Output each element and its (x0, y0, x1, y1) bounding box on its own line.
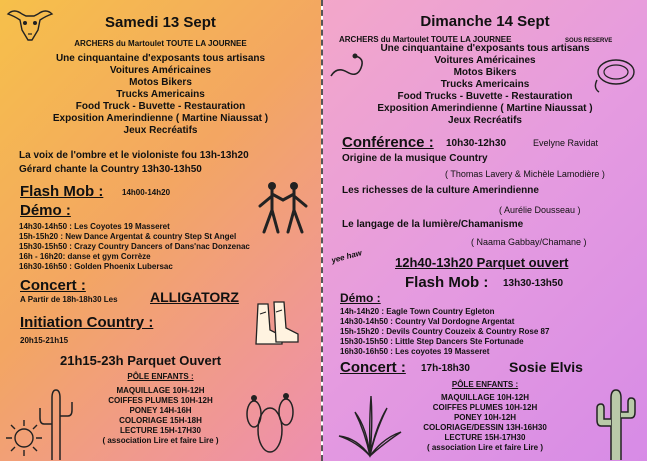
sunday-conference-label: Conférence : (342, 134, 434, 151)
sunday-demo-2: 14h30-14h50 : Country Val Dordogne Argentat (340, 317, 515, 326)
saturday-demo-2: 15h-15h20 : New Dance Argentat & country Step St Angel (19, 232, 237, 241)
sunday-voitures: Voitures Américaines (434, 55, 536, 66)
dancing-couple-icon (252, 178, 314, 236)
sunday-date: Dimanche 14 Sept (420, 13, 550, 30)
saturday-demo-1: 14h30-14h50 : Les Coyotes 19 Masseret (19, 222, 170, 231)
saguaro-cactus-icon (591, 384, 641, 460)
saturday-demo-4: 16h - 16h20: danse et gym Corrèze (19, 252, 151, 261)
sunday-column (323, 0, 647, 461)
saturday-pole-3: PONEY 14H-16H (129, 406, 192, 415)
sunday-exposants: Une cinquantaine d'exposants tous artisans (380, 43, 590, 54)
saturday-flashmob-label: Flash Mob : (20, 183, 104, 200)
saturday-pole-1: MAQUILLAGE 10H-12H (116, 386, 205, 395)
saturday-date: Samedi 13 Sept (105, 14, 216, 31)
saturday-flashmob-time: 14h00-14h20 (122, 188, 171, 197)
sunday-concert-time: 17h-18h30 (421, 363, 470, 374)
sunday-food: Food Trucks - Buvette - Restauration (397, 91, 573, 102)
sunday-pole-title: PÔLE ENFANTS : (451, 380, 519, 389)
boots-icon (248, 300, 304, 350)
sunday-conf1-title: Origine de la musique Country (342, 153, 488, 164)
sunday-pole-6: ( association Lire et faire Lire ) (426, 443, 544, 452)
sunday-conf2-title: Les richesses de la culture Amerindienne (342, 185, 539, 196)
sunday-concert-band: Sosie Elvis (509, 359, 583, 375)
sunday-motos: Motos Bikers (453, 67, 517, 78)
sunday-conf2-authors: ( Aurélie Dousseau ) (499, 205, 581, 215)
sunday-conference-time: 10h30-12h30 (446, 138, 507, 149)
sunday-conf1-authors: ( Thomas Lavery & Michèle Lamodière ) (445, 169, 605, 179)
snake-icon (327, 48, 367, 84)
saturday-initiation-label: Initiation Country : (20, 314, 154, 331)
sunday-demo-5: 16h30-16h50 : Les coyotes 19 Masseret (340, 347, 490, 356)
saturday-demo-5: 16h30-16h50 : Golden Phoenix Lubersac (19, 262, 173, 271)
saturday-motos: Motos Bikers (129, 77, 192, 88)
sunday-conf3-authors: ( Naama Gabbay/Chamane ) (471, 237, 587, 247)
sunday-jeux: Jeux Recréatifs (448, 115, 522, 126)
sunday-pole-3: PONEY 10H-12H (453, 413, 517, 422)
sunday-conference-speaker: Evelyne Ravidat (533, 138, 599, 148)
saturday-column (0, 0, 321, 461)
sunday-demo-label: Démo : (340, 291, 381, 305)
sunday-conf3-title: Le langage de la lumière/Chamanisme (342, 219, 524, 230)
sunday-flashmob-label: Flash Mob : (405, 274, 489, 291)
sunday-pole-1: MAQUILLAGE 10H-12H (440, 393, 529, 402)
saturday-pole-6: ( association Lire et faire Lire ) (102, 436, 219, 445)
cactus-icon (36, 380, 76, 460)
saturday-pole-5: LECTURE 15H-17H30 (120, 426, 201, 435)
saturday-initiation-time: 20h15-21h15 (20, 336, 69, 345)
sunday-flashmob-time: 13h30-13h50 (503, 278, 564, 289)
sunday-demo-3: 15h-15h20 : Devils Country Couzeix & Country Rose 87 (340, 327, 550, 336)
saturday-pole-4: COLORIAGE 15H-18H (119, 416, 202, 425)
saturday-voitures: Voitures Américaines (109, 65, 212, 76)
sunday-pole-2: COIFFES PLUMES 10H-12H (432, 403, 538, 412)
cactus-flower-icon (240, 384, 300, 460)
sunday-trucks: Trucks Americains (440, 79, 530, 90)
saturday-food: Food Truck - Buvette - Restauration (75, 101, 246, 112)
sunday-archers: ARCHERS du Martoulet TOUTE LA JOURNEE (339, 35, 512, 44)
sunday-reserve: SOUS RESERVE (565, 38, 613, 44)
saturday-exposition: Exposition Amerindienne ( Martine Niaussat ) (52, 113, 269, 124)
saturday-pole-title: PÔLE ENFANTS : (127, 372, 194, 381)
sunday-pole-5: LECTURE 15H-17H30 (444, 433, 526, 442)
saturday-trucks: Trucks Americains (116, 89, 205, 100)
saturday-archers: ARCHERS du Martoulet TOUTE LA JOURNEE (74, 39, 247, 48)
saturday-demo-3: 15h30-15h50 : Crazy Country Dancers of Dans'nac Donzenac (19, 242, 250, 251)
saturday-concert-desc: A Partir de 18h-18h30 Les (20, 295, 118, 304)
saturday-concert-band: ALLIGATORZ (150, 289, 239, 305)
sunday-pole-4: COLORIAGE/DESSIN 13H-16H30 (423, 423, 547, 432)
saturday-gerard: Gérard chante la Country 13h30-13h50 (19, 164, 202, 175)
saturday-jeux: Jeux Recréatifs (123, 125, 198, 136)
sunday-parquet: 12h40-13h20 Parquet ouvert (395, 255, 569, 270)
saturday-demo-label: Démo : (20, 202, 71, 219)
sunday-demo-4: 15h30-15h50 : Little Step Dancers Ste Fortunade (340, 337, 524, 346)
saturday-concert-label: Concert : (20, 277, 86, 294)
saturday-parquet: 21h15-23h Parquet Ouvert (60, 353, 222, 368)
saturday-voix: La voix de l'ombre et le violoniste fou 13h-13h20 (19, 150, 249, 161)
lasso-icon (591, 50, 641, 96)
sunday-demo-1: 14h-14h20 : Eagle Town Country Egleton (340, 307, 495, 316)
agave-plant-icon (335, 392, 405, 458)
sunday-exposition: Exposition Amerindienne ( Martine Niaussat ) (377, 103, 593, 114)
saturday-exposants: Une cinquantaine d'exposants tous artisans (55, 53, 266, 64)
sunday-concert-label: Concert : (340, 359, 406, 376)
saturday-pole-2: COIFFES PLUMES 10H-12H (108, 396, 213, 405)
yeehaw-logo: yee haw (330, 248, 363, 265)
